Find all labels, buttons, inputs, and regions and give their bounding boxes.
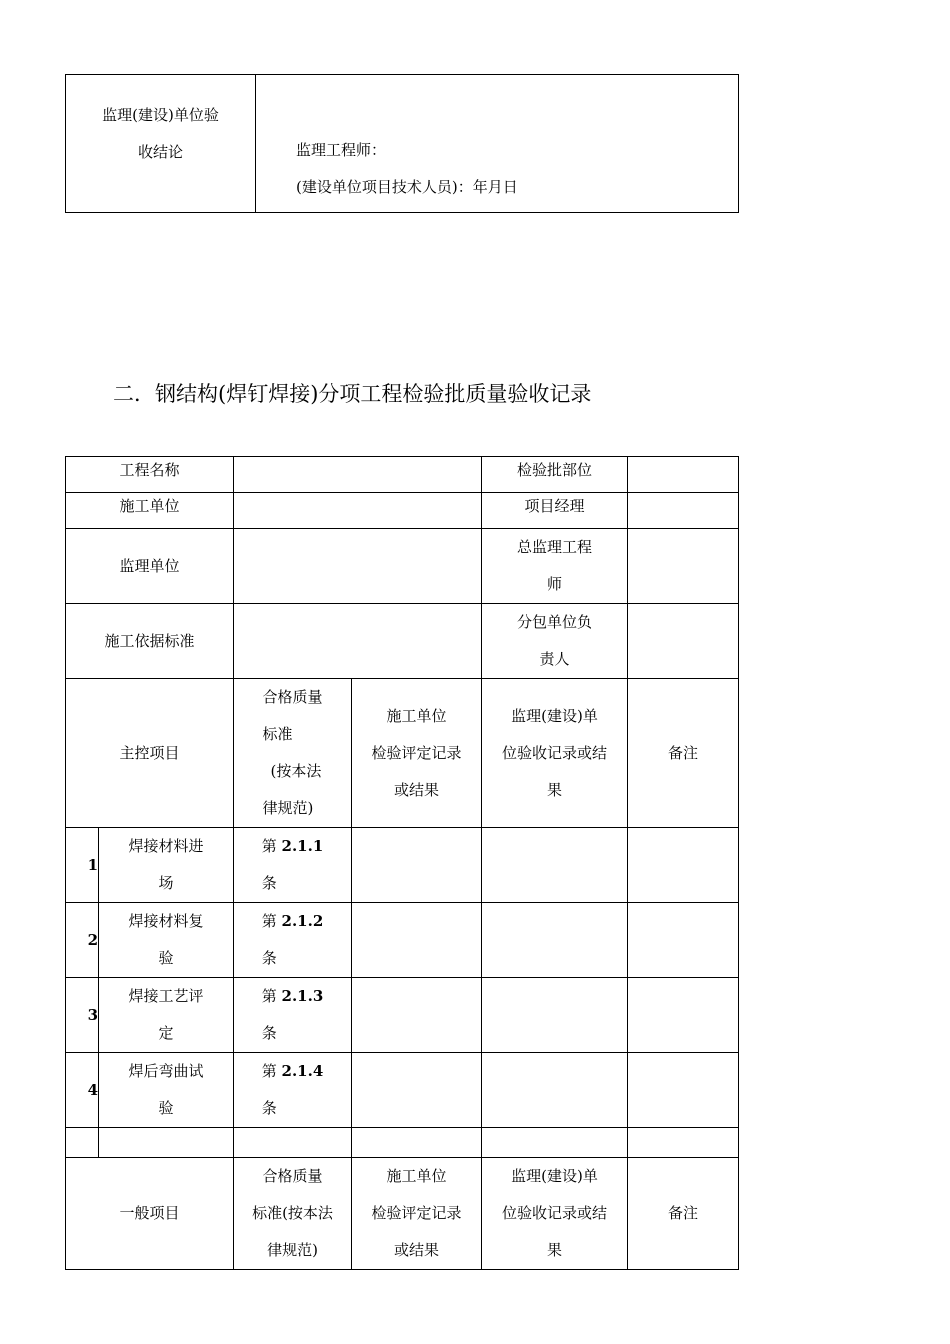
item-name <box>99 828 234 903</box>
clause-number: 2.1.4 <box>281 1062 324 1080</box>
std-line-2: 标准 <box>262 725 293 743</box>
chief-supervisor-line-1: 总监理工程 <box>517 538 593 556</box>
clause-number: 2.1.2 <box>281 912 324 930</box>
supervision-acceptance-header <box>482 679 628 828</box>
construction-evaluation-header <box>352 679 482 828</box>
empty-cell[interactable] <box>99 1128 234 1158</box>
clause-suffix: 条 <box>261 874 277 892</box>
supervision-unit-value[interactable] <box>234 529 482 604</box>
construction-result-cell[interactable] <box>352 828 482 903</box>
inspection-record-table <box>65 456 739 1270</box>
item-number: 2 <box>66 903 99 978</box>
sup-line-3: 果 <box>547 780 563 799</box>
main-control-header-row <box>66 679 739 828</box>
table-row <box>66 978 739 1053</box>
item-name-line-2: 验 <box>158 949 174 967</box>
item-clause <box>234 1053 352 1128</box>
sup-line-1: 监理(建设)单 <box>511 1167 598 1185</box>
cons-line-1: 施工单位 <box>386 1167 447 1185</box>
signature-cell <box>256 75 739 213</box>
construction-result-cell[interactable] <box>352 903 482 978</box>
cons-line-2: 检验评定记录 <box>371 1204 462 1222</box>
item-name-line-1: 焊接材料复 <box>128 912 204 930</box>
table-row <box>66 529 739 604</box>
item-name-line-1: 焊后弯曲试 <box>128 1062 204 1080</box>
remark-cell[interactable] <box>628 978 739 1053</box>
sup-line-1: 监理(建设)单 <box>511 706 598 725</box>
clause-suffix: 条 <box>261 1024 277 1042</box>
supervision-unit-label: 监理单位 <box>66 529 234 604</box>
construction-unit-label: 施工单位 <box>66 493 234 529</box>
item-number: 1 <box>66 828 99 903</box>
main-control-category: 主控项目 <box>66 679 234 828</box>
std-line-4: 律规范) <box>262 799 314 817</box>
supervision-result-cell[interactable] <box>482 903 628 978</box>
clause-prefix: 第 <box>261 837 282 855</box>
item-name-line-1: 焊接材料进 <box>128 837 204 855</box>
remark-header: 备注 <box>628 679 739 828</box>
subcontract-head-line-1: 分包单位负 <box>517 613 593 631</box>
construction-result-cell[interactable] <box>352 978 482 1053</box>
clause-suffix: 条 <box>261 949 277 967</box>
inspection-lot-location-label: 检验批部位 <box>482 457 628 493</box>
sup-line-3: 果 <box>547 1241 563 1259</box>
item-name-line-2: 场 <box>158 874 174 892</box>
table-row <box>66 604 739 679</box>
item-name <box>99 978 234 1053</box>
cons-line-3: 或结果 <box>394 1241 440 1259</box>
quality-standard-header <box>234 1158 352 1270</box>
construction-standard-label: 施工依据标准 <box>66 604 234 679</box>
item-name <box>99 903 234 978</box>
label-line-2: 收结论 <box>137 143 183 161</box>
item-name <box>99 1053 234 1128</box>
empty-cell[interactable] <box>628 1128 739 1158</box>
construction-unit-value[interactable] <box>234 493 482 529</box>
table-row <box>66 1053 739 1128</box>
remark-header: 备注 <box>628 1158 739 1270</box>
remark-cell[interactable] <box>628 828 739 903</box>
item-name-line-1: 焊接工艺评 <box>128 987 204 1005</box>
supervision-acceptance-header <box>482 1158 628 1270</box>
clause-number: 2.1.1 <box>281 837 324 855</box>
item-name-line-2: 定 <box>158 1024 174 1042</box>
std-line-3: 律规范) <box>267 1241 318 1259</box>
chief-supervisor-line-2: 师 <box>547 575 563 593</box>
supervision-conclusion-label <box>66 75 256 213</box>
item-clause <box>234 903 352 978</box>
empty-cell[interactable] <box>352 1128 482 1158</box>
construction-result-cell[interactable] <box>352 1053 482 1128</box>
construction-standard-value[interactable] <box>234 604 482 679</box>
clause-prefix: 第 <box>261 987 282 1005</box>
sup-line-2: 位验收记录或结 <box>502 743 608 762</box>
subcontract-head-line-2: 责人 <box>539 650 570 668</box>
table-row <box>66 828 739 903</box>
clause-prefix: 第 <box>261 1062 282 1080</box>
general-items-header-row <box>66 1158 739 1270</box>
label-line-1: 监理(建设)单位验 <box>102 106 219 124</box>
clause-number: 2.1.3 <box>281 987 324 1005</box>
section-heading: 二．钢结构(焊钉焊接)分项工程检验批质量验收记录 <box>113 382 592 406</box>
item-number: 3 <box>66 978 99 1053</box>
cons-line-3: 或结果 <box>394 780 440 799</box>
empty-cell[interactable] <box>234 1128 352 1158</box>
clause-suffix: 条 <box>261 1099 277 1117</box>
empty-cell[interactable] <box>66 1128 99 1158</box>
construction-evaluation-header <box>352 1158 482 1270</box>
supervision-result-cell[interactable] <box>482 1053 628 1128</box>
cons-line-2: 检验评定记录 <box>371 743 462 762</box>
table-row <box>66 457 739 493</box>
project-name-label: 工程名称 <box>66 457 234 493</box>
empty-row <box>66 1128 739 1158</box>
inspection-lot-location-value[interactable] <box>628 457 739 493</box>
general-items-category: 一般项目 <box>66 1158 234 1270</box>
item-clause <box>234 828 352 903</box>
item-name-line-2: 验 <box>158 1099 174 1117</box>
remark-cell[interactable] <box>628 1053 739 1128</box>
supervision-conclusion-table <box>65 74 739 213</box>
subcontract-head-label <box>482 604 628 679</box>
subcontract-head-value[interactable] <box>628 604 739 679</box>
remark-cell[interactable] <box>628 903 739 978</box>
table-row <box>66 903 739 978</box>
sup-line-2: 位验收记录或结 <box>502 1204 608 1222</box>
std-line-2: 标准(按本法 <box>252 1204 333 1222</box>
supervision-result-cell[interactable] <box>482 978 628 1053</box>
item-clause <box>234 978 352 1053</box>
project-manager-value[interactable] <box>628 493 739 529</box>
owner-signature-label: (建设单位项目技术人员)：年月日 <box>296 178 518 196</box>
project-manager-label: 项目经理 <box>482 493 628 529</box>
std-line-1: 合格质量 <box>262 688 323 706</box>
chief-supervisor-label <box>482 529 628 604</box>
project-name-value[interactable] <box>234 457 482 493</box>
std-line-1: 合格质量 <box>262 1167 323 1185</box>
std-line-3: (按本法 <box>270 762 322 780</box>
supervisor-signature-label: 监理工程师： <box>296 141 387 159</box>
clause-prefix: 第 <box>261 912 282 930</box>
cons-line-1: 施工单位 <box>386 706 447 725</box>
quality-standard-header <box>234 679 352 828</box>
item-number: 4 <box>66 1053 99 1128</box>
chief-supervisor-value[interactable] <box>628 529 739 604</box>
table-row <box>66 493 739 529</box>
empty-cell[interactable] <box>482 1128 628 1158</box>
supervision-result-cell[interactable] <box>482 828 628 903</box>
